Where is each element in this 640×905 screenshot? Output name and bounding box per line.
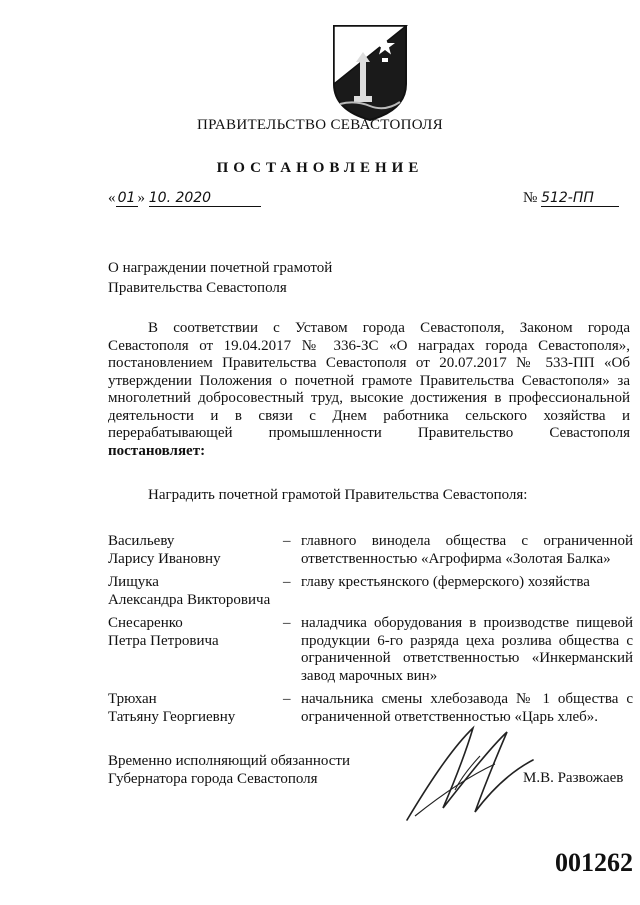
document-type-title: ПОСТАНОВЛЕНИЕ (216, 160, 424, 176)
serial-number: 001262 (555, 848, 633, 877)
awardee-surname: Трюхан (108, 691, 157, 707)
awardee-row (108, 615, 633, 685)
document-number (523, 190, 619, 207)
awardees-list (108, 533, 633, 732)
awardee-name (108, 615, 283, 685)
government-name: ПРАВИТЕЛЬСТВО СЕВАСТОПОЛЯ (197, 117, 443, 133)
date-day: 01 (116, 190, 138, 207)
awardee-given-name: Александра Викторовича (108, 591, 271, 608)
number-value: 512-ПП (541, 190, 619, 207)
preamble-text: В соответствии с Уставом города Севастополя, Законом города Севастополя от 19.04.2017 № 336-ЗС «О наградах города Севастополя», постановлением Правительства Севастополя от 20.07.2017 № 533-ПП «Об утверждении Положения о почетной грамоте Правительства Севастополя» за многолетний добросовестный труд, высокие достижения в профессиональной деятельности и в связи с Днем работника сельского хозяйства и перерабатывающей промышленности Правительство Севастополя (108, 320, 630, 441)
signer-position-line-2: Губернатора города Севастополя (108, 771, 318, 787)
awardee-surname: Снесаренко (108, 615, 183, 631)
awardee-name (108, 691, 283, 726)
coat-of-arms-icon (330, 22, 410, 122)
preamble-keyword: постановляет: (108, 442, 206, 459)
awardee-surname: Васильеву (108, 533, 175, 549)
date-open-quote: « (108, 190, 116, 206)
awardee-description: начальника смены хлебозавода № 1 общества с ограниченной ответственностью «Царь хлеб». (301, 691, 633, 725)
subject-line-1: О награждении почетной грамотой (108, 260, 333, 276)
awardee-row (108, 533, 633, 568)
date-month-year: 10. 2020 (149, 190, 261, 207)
awardee-given-name: Ларису Ивановну (108, 550, 221, 567)
subject-line-2: Правительства Севастополя (108, 280, 287, 296)
signer-position-line-1: Временно исполняющий обязанности (108, 753, 351, 769)
document-date (108, 190, 261, 207)
signer-position (108, 752, 350, 788)
awardee-name (108, 574, 283, 609)
awardee-given-name: Татьяну Георгиевну (108, 708, 236, 725)
awardee-dash: – (283, 691, 291, 707)
signer-name: М.В. Развожаев (523, 770, 624, 786)
awardee-row (108, 691, 633, 726)
preamble-paragraph (108, 320, 630, 460)
document-subject (108, 258, 332, 298)
awardee-given-name: Петра Петровича (108, 632, 219, 649)
awardee-row (108, 574, 633, 609)
awardee-description: наладчика оборудования в производстве пищевой продукции 6-го разряда цеха розлива общества с ограниченной ответственностью «Инкерманский завод марочных вин» (301, 615, 633, 684)
awardee-description: главного винодела общества с ограниченной ответственностью «Агрофирма «Золотая Балка» (301, 533, 633, 567)
awardee-dash: – (283, 533, 291, 549)
awardee-surname: Лищука (108, 574, 159, 590)
awardee-dash: – (283, 615, 291, 631)
award-intro: Наградить почетной грамотой Правительства Севастополя: (148, 487, 528, 503)
date-close-quote: » (137, 190, 145, 206)
number-sign: № (523, 190, 538, 206)
awardee-description: главу крестьянского (фермерского) хозяйства (301, 574, 590, 590)
awardee-name (108, 533, 283, 568)
awardee-dash: – (283, 574, 291, 590)
